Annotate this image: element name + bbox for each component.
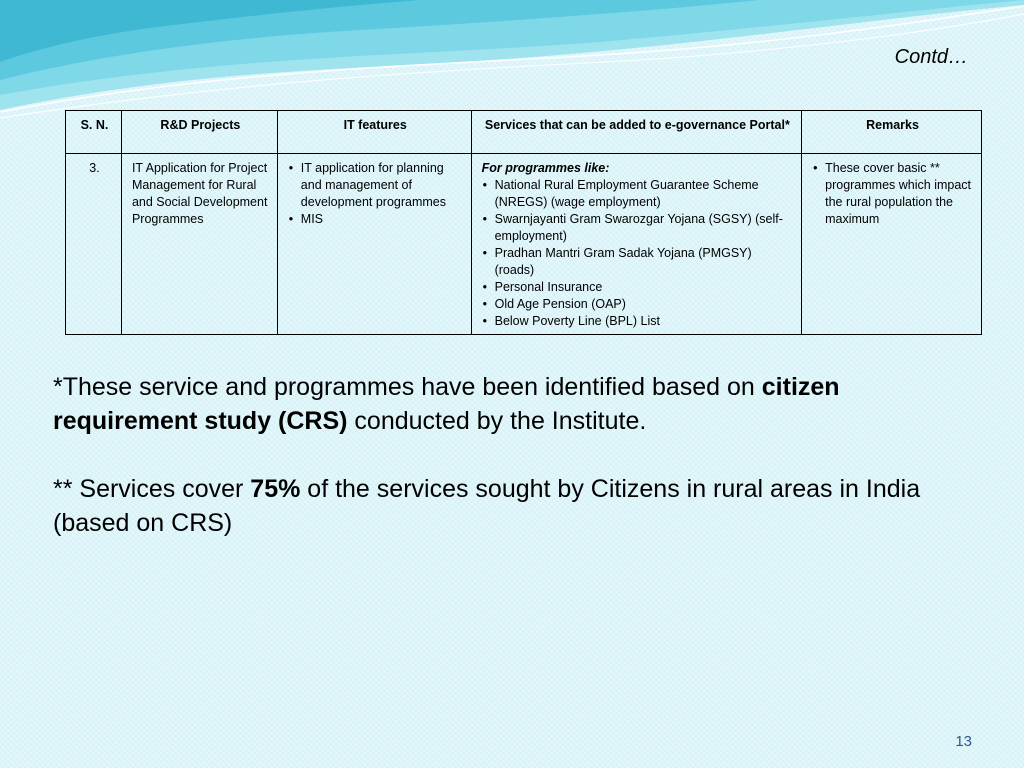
list-item: • Personal Insurance: [482, 279, 794, 296]
page-number: 13: [955, 733, 972, 750]
table-header-row: [66, 111, 982, 154]
header-rd-projects: R&D Projects: [121, 111, 277, 154]
rd-projects-table: [65, 110, 982, 335]
cell-sn: 3.: [66, 154, 122, 335]
footnote-coverage-prefix: ** Services cover: [53, 475, 251, 503]
list-item: • IT application for planning and management of development programmes: [288, 160, 463, 211]
header-it-features: IT features: [277, 111, 471, 154]
cell-project: IT Application for Project Management for Rural and Social Development Programmes: [121, 154, 277, 335]
footnotes: [53, 370, 973, 540]
remarks-list: [812, 160, 973, 228]
list-item: • Pradhan Mantri Gram Sadak Yojana (PMGSY) (roads): [482, 245, 794, 279]
cell-remarks: [802, 154, 982, 335]
it-features-list: [288, 160, 463, 228]
table-row: [66, 154, 982, 335]
list-item: • Below Poverty Line (BPL) List: [482, 313, 794, 330]
footnote-crs: [53, 370, 973, 438]
footnote-coverage: [53, 472, 973, 540]
footnote-crs-prefix: *These service and programmes have been identified based on: [53, 373, 762, 401]
cell-services: [471, 154, 802, 335]
services-list: [482, 177, 794, 330]
footnote-coverage-suffix: of the services sought by Citizens in rural areas in India (based on CRS): [53, 475, 921, 537]
header-remarks: Remarks: [802, 111, 982, 154]
list-item: • These cover basic ** programmes which impact the rural population the maximum: [812, 160, 973, 228]
contd-label: Contd…: [894, 46, 968, 68]
list-item: • Swarnjayanti Gram Swarozgar Yojana (SGSY) (self-employment): [482, 211, 794, 245]
footnote-crs-suffix: conducted by the Institute.: [347, 407, 647, 435]
list-item: • Old Age Pension (OAP): [482, 296, 794, 313]
cell-it-features: [277, 154, 471, 335]
list-item: • MIS: [288, 211, 463, 228]
header-services: Services that can be added to e-governance Portal*: [471, 111, 802, 154]
header-wave-decoration: [0, 0, 1024, 120]
list-item: • National Rural Employment Guarantee Scheme (NREGS) (wage employment): [482, 177, 794, 211]
header-sn: S. N.: [66, 111, 122, 154]
footnote-coverage-bold: 75%: [250, 475, 301, 503]
footnote-crs-bold: citizen requirement study (CRS): [53, 373, 840, 435]
services-subheading: For programmes like:: [481, 161, 610, 175]
